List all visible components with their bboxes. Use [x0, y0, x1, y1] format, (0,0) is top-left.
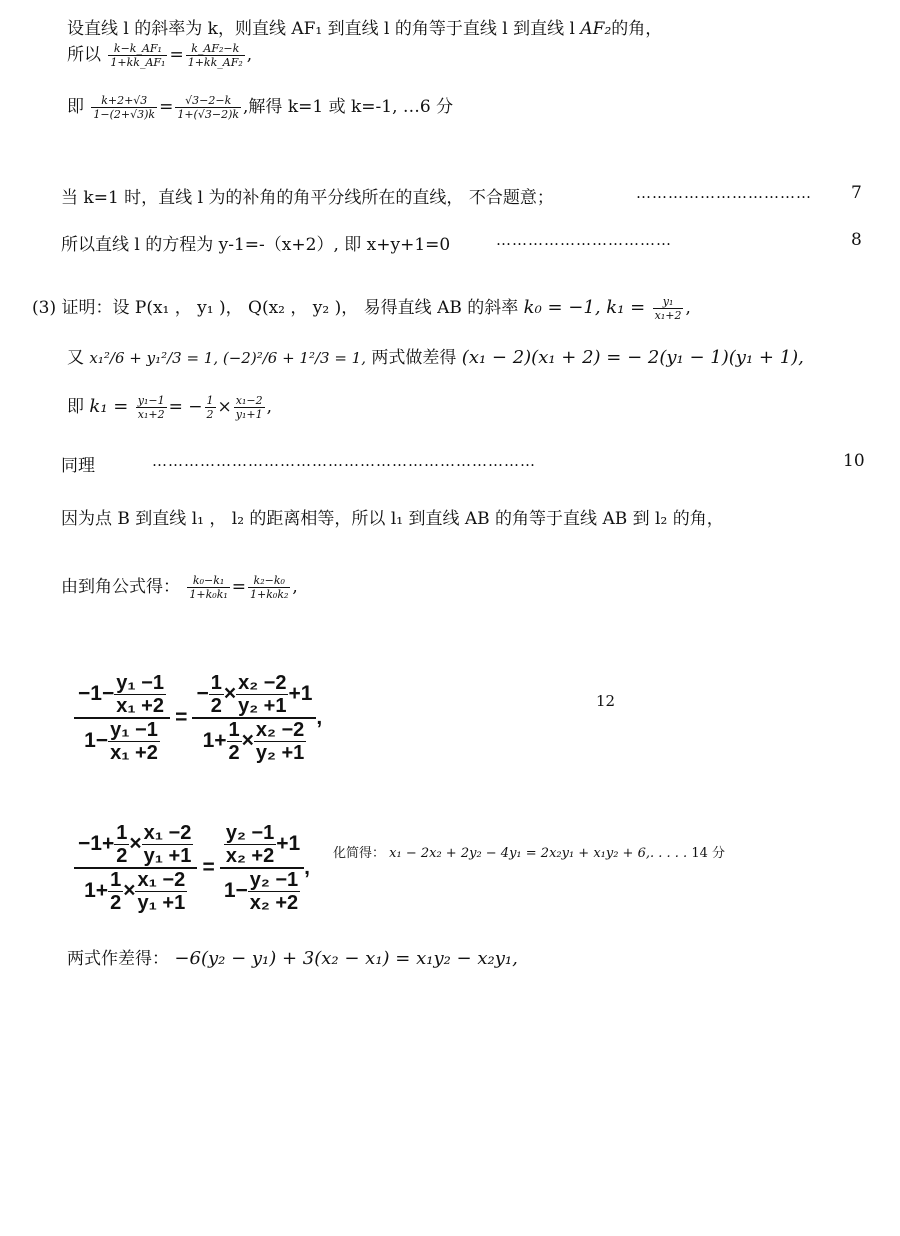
fraction: [205, 394, 216, 421]
line-8: 即 k₁ = $\frac{\text{y₁−1}}{\text{x₁+2}}$ = − $\frac{1}{2}$ × $\frac{\text{x₁−2}}{\text{y₁+1}}$ ,: [67, 394, 272, 421]
inner-fraction: [227, 719, 242, 764]
line-8-math: k₁ =: [89, 396, 129, 417]
simplify-note: [333, 842, 725, 861]
line-1-tail: 的角，: [611, 19, 663, 39]
equation-term: +1: [288, 682, 313, 706]
inner-fraction: [135, 869, 187, 914]
fraction: [186, 42, 245, 69]
fraction-numerator: k−k_AF₁: [108, 42, 167, 56]
line-14: [67, 944, 518, 969]
inner-fraction-denominator: 2: [210, 695, 222, 717]
inner-fraction-numerator: x₂ −2: [255, 719, 305, 741]
inner-fraction-denominator: y₁ +1: [137, 892, 186, 914]
line-14-text: 两式作差得：: [67, 949, 169, 969]
simplify-math: x₁ − 2x₂ + 2y₂ − 4y₁ = 2x₂y₁ + x₁y₂ + 6,. . . . .: [389, 846, 688, 861]
inner-fraction: [114, 672, 166, 717]
inner-fraction-numerator: x₂ −2: [238, 672, 287, 694]
line-2: 所以 $\frac{\text{k−k\_AF₁}}{\text{1+kk\_AF₁}}$ = $\frac{\text{k\_AF₂−k}}{\text{1+kk\_AF₂}}$ ,: [67, 42, 253, 69]
line-3-tail: ,解得 k=1 或 k=-1, …6 分: [243, 97, 454, 117]
equation-2-lhs-numerator: [74, 822, 197, 869]
inner-fraction-denominator: 2: [116, 845, 128, 867]
fraction-numerator: x₁−2: [235, 394, 263, 407]
inner-fraction-denominator: x₂ +2: [249, 892, 299, 914]
inner-fraction: [108, 719, 160, 764]
equation-term: 1−: [223, 879, 248, 903]
fraction-denominator: 1+k₀k₁: [189, 588, 228, 601]
fraction: [136, 394, 167, 421]
fraction: [91, 94, 157, 121]
fraction-denominator: 1−(2+√3)k: [93, 108, 156, 121]
inner-fraction: [114, 822, 129, 867]
inner-fraction-numerator: 1: [228, 719, 240, 741]
fraction-numerator: k₀−k₁: [187, 574, 229, 588]
equation-2-lhs-denominator: [74, 869, 197, 914]
fraction-denominator: 1+k₀k₂: [250, 588, 289, 601]
line-1-text: 设直线 l 的斜率为 k，则直线 AF₁ 到直线 l 的角等于直线 l 到直线 l: [67, 19, 581, 39]
score-number: 7: [851, 183, 862, 203]
fraction-denominator: y₁+1: [235, 408, 263, 421]
inner-fraction-denominator: y₂ +1: [255, 742, 305, 764]
fraction-numerator: y₁−1: [137, 394, 165, 407]
line-7-math-2: (x₁ − 2)(x₁ + 2) = − 2(y₁ − 1)(y₁ + 1),: [461, 347, 804, 368]
inner-fraction-numerator: y₁ −1: [116, 672, 164, 694]
equation-1-lhs-denominator: [74, 719, 170, 764]
line-6-text: (3) 证明：设 P(x₁ ， y₁ )， Q(x₂ ， y₂ )， 易得直线 AB 的斜率: [32, 298, 519, 318]
fraction-denominator: 2: [206, 408, 214, 421]
inner-fraction: [236, 672, 288, 717]
equation-term: −: [196, 682, 209, 706]
inner-fraction: [142, 822, 194, 867]
equation-1-rhs-denominator: [192, 719, 316, 764]
equation-term: +1: [276, 832, 301, 856]
fraction: [187, 574, 229, 601]
inner-fraction-numerator: y₁ −1: [110, 719, 158, 741]
equation-2-tail: ,: [304, 856, 310, 879]
inner-fraction: [254, 719, 306, 764]
equation-term: 1+: [202, 729, 227, 753]
fraction: [175, 94, 241, 121]
line-11: 由到角公式得： $\frac{\text{k₀−k₁}}{\text{1+k₀k₁}}$ = $\frac{\text{k₂−k₀}}{\text{1+k₀k₂}}$ ,: [61, 574, 298, 601]
times-sign: ×: [129, 832, 142, 856]
equation-2-lhs: [74, 822, 197, 914]
equation-1-tail: ,: [316, 706, 323, 729]
line-14-math: −6(y₂ − y₁) + 3(x₂ − x₁) = x₁y₂ − x₂y₁,: [174, 948, 518, 969]
equation-2-rhs-denominator: [220, 869, 304, 914]
fraction-denominator: 1+kk_AF₂: [187, 56, 243, 69]
equals-sign: =: [175, 706, 188, 729]
leader-dots: ……………………………: [636, 184, 812, 202]
equation-2: [74, 822, 310, 914]
inner-fraction: [224, 822, 276, 867]
inner-fraction-numerator: x₁ −2: [137, 869, 186, 891]
times-sign: ×: [217, 397, 232, 417]
line-10-text: 因为点 B 到直线 l₁ ， l₂ 的距离相等，所以 l₁ 到直线 AB 的角等于直线 AB 到 l₂ 的角，: [61, 509, 724, 529]
score-number: 10: [843, 451, 865, 471]
score-label: 14 分: [691, 846, 726, 861]
equation-1-rhs: [192, 672, 316, 764]
fraction-numerator: k₂−k₀: [248, 574, 290, 588]
line-3: [67, 92, 453, 121]
equation-1-lhs-numerator: [74, 672, 170, 719]
simplify-label: 化简得：: [333, 846, 386, 861]
equation-term: −1−: [78, 682, 115, 706]
line-7-text: 两式做差得: [371, 348, 457, 368]
score-number: 12: [596, 692, 616, 710]
inner-fraction-denominator: x₂ +2: [225, 845, 275, 867]
line-2-prefix: 所以: [67, 45, 101, 65]
fraction: [108, 42, 167, 69]
fraction-numerator: y₁: [653, 295, 684, 309]
line-3-prefix: 即: [67, 97, 84, 117]
equals-sign: =: [202, 856, 215, 879]
line-1-math: AF₂: [580, 19, 612, 39]
inner-fraction-numerator: 1: [110, 869, 122, 891]
equation-1-rhs-numerator: [192, 672, 316, 719]
inner-fraction-denominator: 2: [228, 742, 240, 764]
equals-sign: =: [169, 45, 184, 65]
line-4-text: 当 k=1 时，直线 l 为的补角的角平分线所在的直线， 不合题意；: [61, 188, 554, 208]
line-9-text: 同理: [61, 456, 95, 476]
times-sign: ×: [241, 729, 254, 753]
fraction-denominator: 1+kk_AF₁: [110, 56, 166, 69]
fraction: [248, 574, 290, 601]
equals-sign: =: [159, 97, 174, 117]
equation-term: −1+: [78, 832, 115, 856]
inner-fraction: [209, 672, 224, 717]
equation-1-lhs: [74, 672, 170, 764]
inner-fraction-denominator: x₁ +2: [110, 742, 158, 764]
line-6-math: k₀ = −1, k₁ =: [523, 297, 646, 318]
score-number: 8: [851, 230, 862, 250]
fraction-numerator: √3−2−k: [175, 94, 241, 108]
line-5-text: 所以直线 l 的方程为 y-1=-（x+2）, 即 x+y+1=0: [61, 235, 451, 255]
inner-fraction-numerator: 1: [210, 672, 222, 694]
inner-fraction: [108, 869, 123, 914]
inner-fraction-numerator: y₂ −1: [249, 869, 299, 891]
equation-1: [74, 672, 322, 764]
inner-fraction-denominator: y₁ +1: [143, 845, 192, 867]
inner-fraction-denominator: x₁ +2: [116, 695, 164, 717]
equation-2-rhs-numerator: [220, 822, 304, 869]
fraction: [234, 394, 265, 421]
fraction: [653, 295, 684, 322]
line-11-text: 由到角公式得：: [61, 577, 180, 597]
equals-sign: =: [231, 577, 247, 597]
inner-fraction-denominator: 2: [110, 892, 122, 914]
times-sign: ×: [123, 879, 136, 903]
leader-dots: ……………………………: [496, 231, 672, 249]
fraction-denominator: x₁+2: [137, 408, 165, 421]
fraction-numerator: 1: [206, 394, 214, 407]
inner-fraction-numerator: y₂ −1: [225, 822, 275, 844]
leader-dots: ………………………………………………………………: [152, 452, 536, 470]
line-1: [67, 14, 662, 39]
line-6: (3) 证明：设 P(x₁ ， y₁ )， Q(x₂ ， y₂ )， 易得直线 AB 的斜率 k₀ = −1, k₁ = $\frac{\text{y₁}}{\text{x₁+2}}$ ,: [32, 295, 691, 322]
line-7-math: x₁²/6 + y₁²/3 = 1, (−2)²/6 + 1²/3 = 1,: [89, 349, 366, 367]
equation-2-rhs: [220, 822, 304, 914]
equation-term: 1−: [84, 729, 109, 753]
equation-term: 1+: [84, 879, 109, 903]
fraction-denominator: x₁+2: [654, 309, 682, 322]
inner-fraction-numerator: 1: [116, 822, 128, 844]
fraction-numerator: k_AF₂−k: [186, 42, 245, 56]
line-8-mid: = −: [168, 397, 203, 417]
line-8-prefix: 即: [67, 397, 84, 417]
line-7-prefix: 又: [67, 348, 84, 368]
times-sign: ×: [223, 682, 237, 706]
fraction-denominator: 1+(√3−2)k: [177, 108, 240, 121]
fraction-numerator: k+2+√3: [91, 94, 157, 108]
line-7: [67, 343, 804, 368]
inner-fraction-numerator: x₁ −2: [143, 822, 192, 844]
inner-fraction: [248, 869, 300, 914]
inner-fraction-denominator: y₂ +1: [238, 695, 287, 717]
